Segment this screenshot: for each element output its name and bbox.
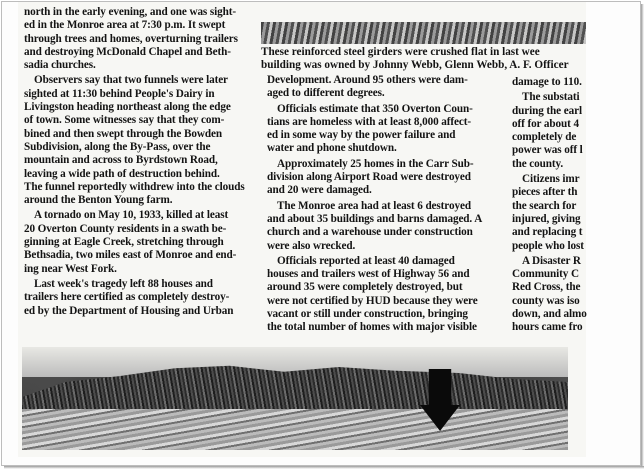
column-2 xyxy=(267,74,505,334)
text-line: The substati xyxy=(522,91,580,104)
text-line: bined and then swept through the Bowden xyxy=(24,127,222,140)
column-1 xyxy=(24,6,258,326)
text-line: county was iso xyxy=(512,294,580,307)
text-line: the search for xyxy=(512,199,577,212)
text-line: through trees and homes, overturning trailers xyxy=(24,32,238,45)
photo-debris-field xyxy=(22,409,568,450)
column-3 xyxy=(512,76,587,334)
text-line: aged to different degrees. xyxy=(267,87,385,100)
text-line: and about 35 buildings and barns damaged. A xyxy=(267,212,483,225)
text-line: and destroying McDonald Chapel and Beth- xyxy=(24,45,231,58)
text-line: the county. xyxy=(512,157,564,170)
text-line: around the Benton Young farm. xyxy=(24,194,173,207)
text-line: The funnel reportedly withdrew into the clouds xyxy=(24,180,245,193)
text-line: ing near West Fork. xyxy=(24,262,117,275)
text-line: Red Cross, the xyxy=(512,281,581,294)
text-line: down, and almo xyxy=(512,308,587,321)
text-line: power was off l xyxy=(512,144,583,157)
text-line: Officials estimate that 350 Overton Coun- xyxy=(277,102,473,115)
text-line: vacant or still under construction, bringing xyxy=(267,308,468,321)
scanned-page xyxy=(1,1,641,466)
text-line: of town. Some witnesses say that they com- xyxy=(24,114,225,127)
text-line: 20 Overton County residents in a swath be- xyxy=(24,222,227,235)
text-line: sighted at 11:30 behind People's Dairy in xyxy=(24,87,215,100)
text-line: pieces after th xyxy=(512,186,578,199)
text-line: ed by the Department of Housing and Urban xyxy=(24,304,234,317)
text-line: damage to 110. xyxy=(512,76,582,88)
text-line: injured, giving xyxy=(512,212,581,225)
text-line: A Disaster R xyxy=(522,254,581,267)
caption-line-1: These reinforced steel girders were crushed flat in last wee xyxy=(261,46,540,58)
text-line: the total number of homes with major visible xyxy=(267,321,477,334)
text-line: Approximately 25 homes in the Carr Sub- xyxy=(277,157,474,170)
text-line: Development. Around 95 others were dam- xyxy=(267,74,468,86)
text-line: were also wrecked. xyxy=(267,239,356,252)
text-line: Subdivision, along the By-Pass, over the xyxy=(24,140,211,153)
text-line: and replacing t xyxy=(512,226,583,239)
text-line: Officials reported at least 40 damaged xyxy=(277,254,455,267)
tornado-damage-photo xyxy=(22,347,568,450)
text-line: sadia churches. xyxy=(24,59,96,72)
text-line: The Monroe area had at least 6 destroyed xyxy=(277,199,471,212)
text-line: were not certified by HUD because they were xyxy=(267,294,478,307)
text-line: around 35 were completely destroyed, but xyxy=(267,281,463,294)
text-line: church and a warehouse under construction xyxy=(267,226,473,239)
text-line: Bethsadia, two miles east of Monroe and end- xyxy=(24,249,237,262)
text-line: trailers here certified as completely destroy- xyxy=(24,291,230,304)
text-line: people who lost xyxy=(512,239,584,252)
photo-caption xyxy=(261,46,586,74)
text-line: ginning at Eagle Creek, stretching through xyxy=(24,236,224,249)
text-line: hours came fro xyxy=(512,321,583,334)
text-line: Community C xyxy=(512,268,579,281)
text-line: houses and trailers west of Highway 56 and xyxy=(267,268,470,281)
text-line: leaving a wide path of destruction behind. xyxy=(24,167,220,180)
text-line: A tornado on May 10, 1933, killed at least xyxy=(34,209,229,222)
text-line: and 20 were damaged. xyxy=(267,184,372,197)
girders-photo-bottom-edge xyxy=(261,22,586,44)
text-line: division along Airport Road were destroyed xyxy=(267,171,471,184)
text-line: water and phone shutdown. xyxy=(267,142,397,155)
text-line: tians are homeless with at least 8,000 affect- xyxy=(267,115,471,128)
text-line: Livingston heading northeast along the edge xyxy=(24,101,231,114)
text-line: Observers say that two funnels were later xyxy=(34,74,228,87)
text-line: ed in the Monroe area at 7:30 p.m. It swept xyxy=(24,19,226,32)
text-line: Last week's tragedy left 88 houses and xyxy=(34,277,213,290)
text-line: Citizens imr xyxy=(522,173,580,186)
text-line: north in the early evening, and one was sight- xyxy=(24,6,237,18)
text-line: completely de xyxy=(512,131,577,144)
caption-line-2: building was owned by Johnny Webb, Glenn Webb, A. F. Officer xyxy=(261,59,569,71)
text-line: ed in some way by the power failure and xyxy=(267,129,456,142)
text-line: off for about 4 xyxy=(512,117,579,130)
text-line: during the earl xyxy=(512,104,582,117)
text-line: mountain and across to Byrdstown Road, xyxy=(24,154,218,167)
